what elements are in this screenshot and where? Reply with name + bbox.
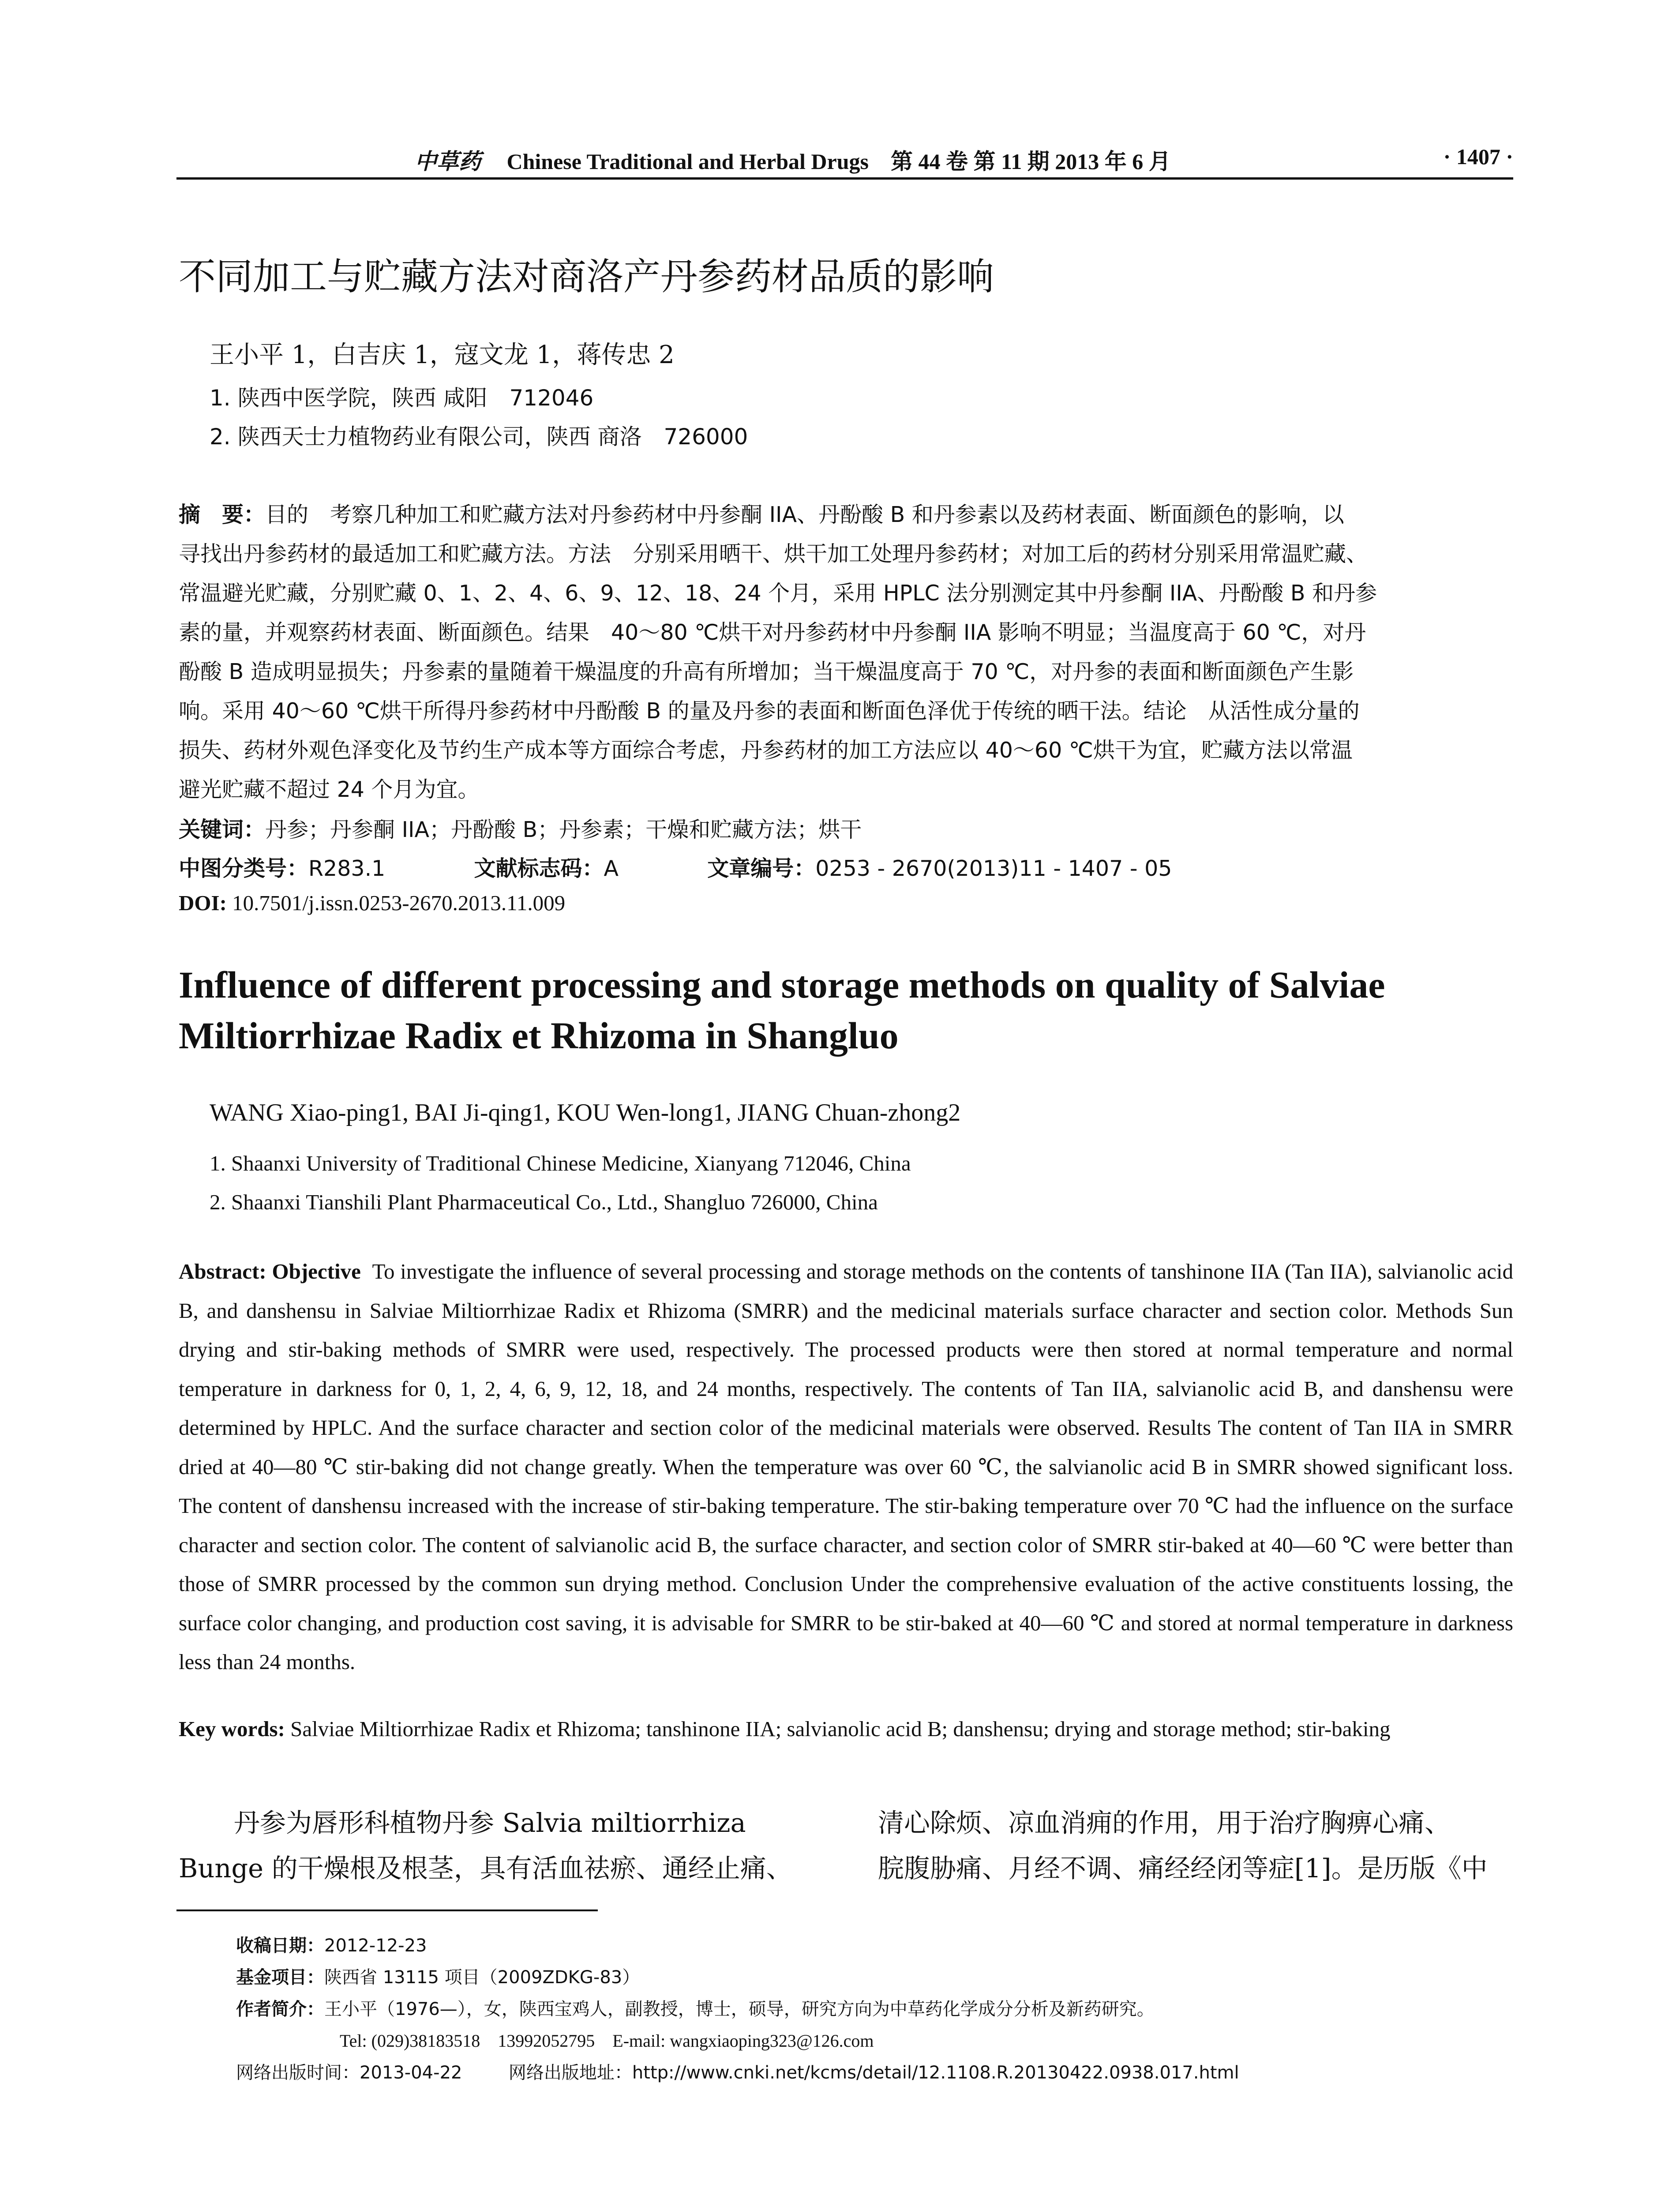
body-column-right: 清心除烦、凉血消痈的作用，用于治疗胸痹心痛、 脘腹胁痛、月经不调、痛经经闭等症[1]。是历版《中 bbox=[878, 1808, 1488, 1883]
doi-link[interactable]: 10.7501/j.issn.0253-2670.2013.11.009 bbox=[232, 891, 566, 915]
header-rule bbox=[176, 177, 1513, 180]
journal-info bbox=[415, 144, 1171, 176]
footnote-rule bbox=[176, 1910, 598, 1911]
chinese-abstract bbox=[179, 495, 1513, 809]
english-authors: WANG Xiao-ping1, BAI Ji-qing1, KOU Wen-long1, JIANG Chuan-zhong2 bbox=[210, 1099, 961, 1126]
page-number: · 1407 · bbox=[1443, 144, 1513, 169]
abstract-line: 寻找出丹参药材的最适加工和贮藏方法。方法 分别采用晒干、烘干加工处理丹参药材；对加工后的药材分别采用常温贮藏、 bbox=[179, 541, 1368, 567]
chinese-affiliation-1: 1. 陕西中医学院，陕西 咸阳 712046 bbox=[210, 385, 594, 411]
body-column-left: 丹参为唇形科植物丹参 Salvia miltiorrhiza Bunge 的干燥根及根茎，具有活血祛瘀、通经止痛、 bbox=[179, 1808, 792, 1883]
english-affiliation-1: 1. Shaanxi University of Traditional Chinese Medicine, Xianyang 712046, China bbox=[210, 1151, 911, 1175]
english-title: Influence of different processing and storage methods on quality of Salviae Miltiorrhizae Radix et Rhizoma in Shangluo bbox=[179, 964, 1385, 1057]
chinese-affiliation-2: 2. 陕西天士力植物药业有限公司，陕西 商洛 726000 bbox=[210, 424, 748, 450]
doi-line: DOI: 10.7501/j.issn.0253-2670.2013.11.009 bbox=[179, 891, 566, 915]
received-date: 收稿日期：2012-12-23 bbox=[236, 1936, 427, 1956]
chinese-keywords: 关键词：丹参；丹参酮 IIA；丹酚酸 B；丹参素；干燥和贮藏方法；烘干 bbox=[179, 817, 862, 842]
abstract-line: 常温避光贮藏，分别贮藏 0、1、2、4、6、9、12、18、24 个月，采用 HPLC 法分别测定其中丹参酮 IIA、丹酚酸 B 和丹参 bbox=[179, 581, 1377, 606]
classification-line: 中图分类号：R283.1 文献标志码：A 文章编号：0253 - 2670(2013)11 - 1407 - 05 bbox=[179, 856, 1172, 881]
fund-info: 基金项目：陕西省 13115 项目（2009ZDKG-83） bbox=[236, 1967, 640, 1988]
abstract-line: 摘 要：目的 考察几种加工和贮藏方法对丹参药材中丹参酮 IIA、丹酚酸 B 和丹参素以及药材表面、断面颜色的影响，以 bbox=[179, 502, 1344, 527]
abstract-line: 酚酸 B 造成明显损失；丹参素的量随着干燥温度的升高有所增加；当干燥温度高于 70 ℃，对丹参的表面和断面颜色产生影 bbox=[179, 659, 1354, 684]
abstract-line: 损失、药材外观色泽变化及节约生产成本等方面综合考虑，丹参药材的加工方法应以 40～60 ℃烘干为宜，贮藏方法以常温 bbox=[179, 738, 1353, 763]
abstract-label: 摘 要： bbox=[179, 502, 266, 527]
english-affiliation-2: 2. Shaanxi Tianshili Plant Pharmaceutical Co., Ltd., Shangluo 726000, China bbox=[210, 1190, 878, 1214]
chinese-authors: 王小平 1，白吉庆 1，寇文龙 1，蒋传忠 2 bbox=[210, 341, 675, 369]
journal-logo: 中草药 bbox=[415, 148, 481, 174]
english-abstract: Abstract: Objective To investigate the influence of several processing and storage methods on the contents of tanshinone IIA (Tan IIA), salvianolic acid B, and danshensu in Salviae Miltiorrhizae Radix et Rhizoma (SMRR) and the medicinal materials surface character and section color. Methods Sun drying and stir-baking methods of SMRR were used, respectively. The processed products were then stored at normal temperature and normal temperature in darkness for 0, 1, 2, 4, 6, 9, 12, 18, and 24 months, respectively. The contents of Tan IIA, salvianolic acid B, and danshensu were determined by HPLC. And the surface character and section color of the medicinal materials were observed. Results The content of Tan IIA in SMRR dried at 40—80 ℃ stir-baking did not change greatly. When the temperature was over 60 ℃, the salvianolic acid B in SMRR showed significant loss. The content of danshensu increased with the increase of stir-baking temperature. The stir-baking temperature over 70 ℃ had the influence on the surface character and section color. The content of salvianolic acid B, the surface character, and section color of SMRR stir-baked at 40—60 ℃ were better than those of SMRR processed by the common sun drying method. Conclusion Under the comprehensive evaluation of the active constituents lossing, the surface color changing, and production cost saving, it is advisable for SMRR to be stir-baked at 40—60 ℃ and stored at normal temperature in darkness less than 24 months. bbox=[179, 1259, 1514, 1674]
abstract-line: 避光贮藏不超过 24 个月为宜。 bbox=[179, 777, 480, 802]
author-bio: 作者简介：王小平（1976—），女，陕西宝鸡人，副教授，博士，硕导，研究方向为中草药化学成分分析及新药研究。 bbox=[236, 1999, 1155, 2019]
online-publication: 网络出版时间：2013-04-22 网络出版地址：http://www.cnki.net/kcms/detail/12.1108.R.20130422.0938.017.html bbox=[236, 2063, 1239, 2083]
journal-name: Chinese Traditional and Herbal Drugs 第 44 卷 第 11 期 2013 年 6 月 bbox=[506, 149, 1171, 174]
chinese-title: 不同加工与贮藏方法对商洛产丹参药材品质的影响 bbox=[179, 255, 994, 298]
running-header bbox=[176, 140, 1513, 172]
abstract-line: 响。采用 40～60 ℃烘干所得丹参药材中丹酚酸 B 的量及丹参的表面和断面色泽优于传统的晒干法。结论 从活性成分量的 bbox=[179, 698, 1360, 724]
online-url-link[interactable]: http://www.cnki.net/kcms/detail/12.1108.R.20130422.0938.017.html bbox=[632, 2063, 1239, 2083]
author-contact: Tel: (029)38183518 13992052795 E-mail: wangxiaoping323@126.com bbox=[340, 2031, 874, 2051]
abstract-line: 素的量，并观察药材表面、断面颜色。结果 40～80 ℃烘干对丹参药材中丹参酮 IIA 影响不明显；当温度高于 60 ℃，对丹 bbox=[179, 620, 1366, 645]
english-keywords: Key words: Salviae Miltiorrhizae Radix et Rhizoma; tanshinone IIA; salvianolic acid B; danshensu; drying and storage method; stir-baking bbox=[179, 1717, 1391, 1741]
english-abstract-label: Abstract: Objective bbox=[179, 1259, 361, 1283]
